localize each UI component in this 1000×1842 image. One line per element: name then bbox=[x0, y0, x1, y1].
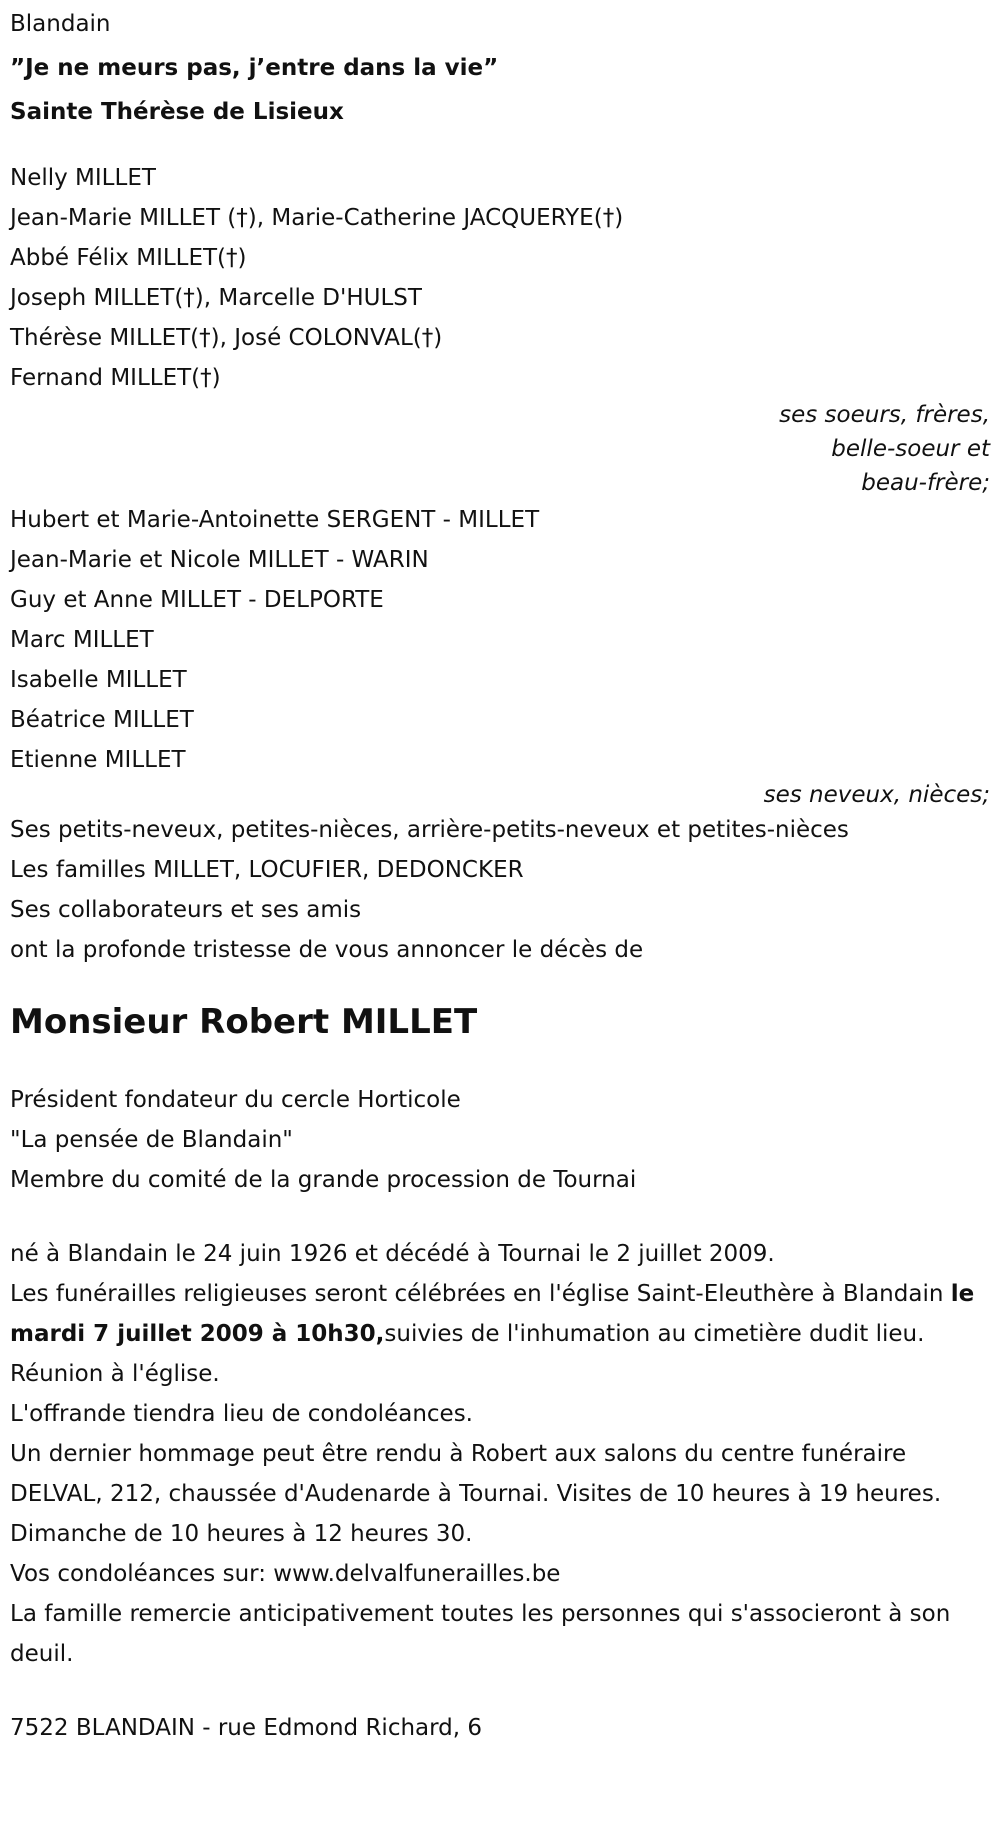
born-died: né à Blandain le 24 juin 1926 et décédé à Tournai le 2 juillet 2009. bbox=[10, 1241, 775, 1267]
list-item: Etienne MILLET bbox=[10, 747, 186, 773]
list-item: Joseph MILLET(†), Marcelle D'HULST bbox=[10, 285, 422, 311]
relation-line: ses soeurs, frères, bbox=[779, 402, 990, 428]
quote-author: Sainte Thérèse de Lisieux bbox=[10, 99, 344, 125]
funeral-text-a: Les funérailles religieuses seront célébrées en l'église Saint-Eleuthère à Blandain bbox=[10, 1281, 951, 1307]
list-item: Guy et Anne MILLET - DELPORTE bbox=[10, 587, 384, 613]
details-section bbox=[10, 1234, 990, 1674]
relation-line: beau-frère; bbox=[861, 470, 990, 496]
condolences-info: Vos condoléances sur: www.delvalfunerailles.be bbox=[10, 1561, 561, 1587]
deceased-name: Monsieur Robert MILLET bbox=[10, 1002, 478, 1042]
list-item: Thérèse MILLET(†), José COLONVAL(†) bbox=[10, 325, 443, 351]
epitaph-quote: ”Je ne meurs pas, j’entre dans la vie” bbox=[10, 55, 499, 81]
list-item: Ses petits-neveux, petites-nièces, arrière-petits-neveux et petites-nièces bbox=[10, 817, 849, 843]
list-item: ont la profonde tristesse de vous annoncer le décès de bbox=[10, 937, 644, 963]
siblings-list bbox=[10, 158, 990, 398]
funeral-info bbox=[10, 1274, 990, 1354]
nephews-relation: ses neveux, nièces; bbox=[763, 782, 990, 808]
funeral-text-b: suivies de l'inhumation au cimetière dudit lieu. bbox=[384, 1321, 925, 1347]
others-list bbox=[10, 810, 990, 970]
list-item: Abbé Félix MILLET(†) bbox=[10, 245, 247, 271]
offering-info: L'offrande tiendra lieu de condoléances. bbox=[10, 1401, 473, 1427]
meeting-info: Réunion à l'église. bbox=[10, 1361, 220, 1387]
thanks-info: La famille remercie anticipativement toutes les personnes qui s'associeront à son deuil. bbox=[10, 1601, 951, 1667]
list-item: Béatrice MILLET bbox=[10, 707, 194, 733]
titles-list bbox=[10, 1080, 990, 1200]
list-item: Fernand MILLET(†) bbox=[10, 365, 221, 391]
list-item: Ses collaborateurs et ses amis bbox=[10, 897, 362, 923]
list-item: Jean-Marie MILLET (†), Marie-Catherine JACQUERYE(†) bbox=[10, 205, 624, 231]
list-item: Marc MILLET bbox=[10, 627, 154, 653]
siblings-relation bbox=[10, 398, 990, 500]
list-item: Membre du comité de la grande procession de Tournai bbox=[10, 1167, 637, 1193]
nephews-list bbox=[10, 500, 990, 780]
tribute-info: Un dernier hommage peut être rendu à Robert aux salons du centre funéraire DELVAL, 212, chaussée d'Audenarde à Tournai. Visites de 10 heures à 19 heures. Dimanche de 10 heures à 12 heures 30. bbox=[10, 1441, 942, 1547]
village-name: Blandain bbox=[10, 11, 111, 37]
relation-line: belle-soeur et bbox=[831, 436, 990, 462]
list-item: Hubert et Marie-Antoinette SERGENT - MILLET bbox=[10, 507, 540, 533]
list-item: Président fondateur du cercle Horticole bbox=[10, 1087, 461, 1113]
list-item: "La pensée de Blandain" bbox=[10, 1127, 293, 1153]
list-item: Jean-Marie et Nicole MILLET - WARIN bbox=[10, 547, 429, 573]
list-item: Nelly MILLET bbox=[10, 165, 156, 191]
list-item: Les familles MILLET, LOCUFIER, DEDONCKER bbox=[10, 857, 524, 883]
address: 7522 BLANDAIN - rue Edmond Richard, 6 bbox=[10, 1715, 483, 1741]
funeral-date: le mardi 7 juillet 2009 à 10h30, bbox=[10, 1281, 975, 1347]
list-item: Isabelle MILLET bbox=[10, 667, 187, 693]
